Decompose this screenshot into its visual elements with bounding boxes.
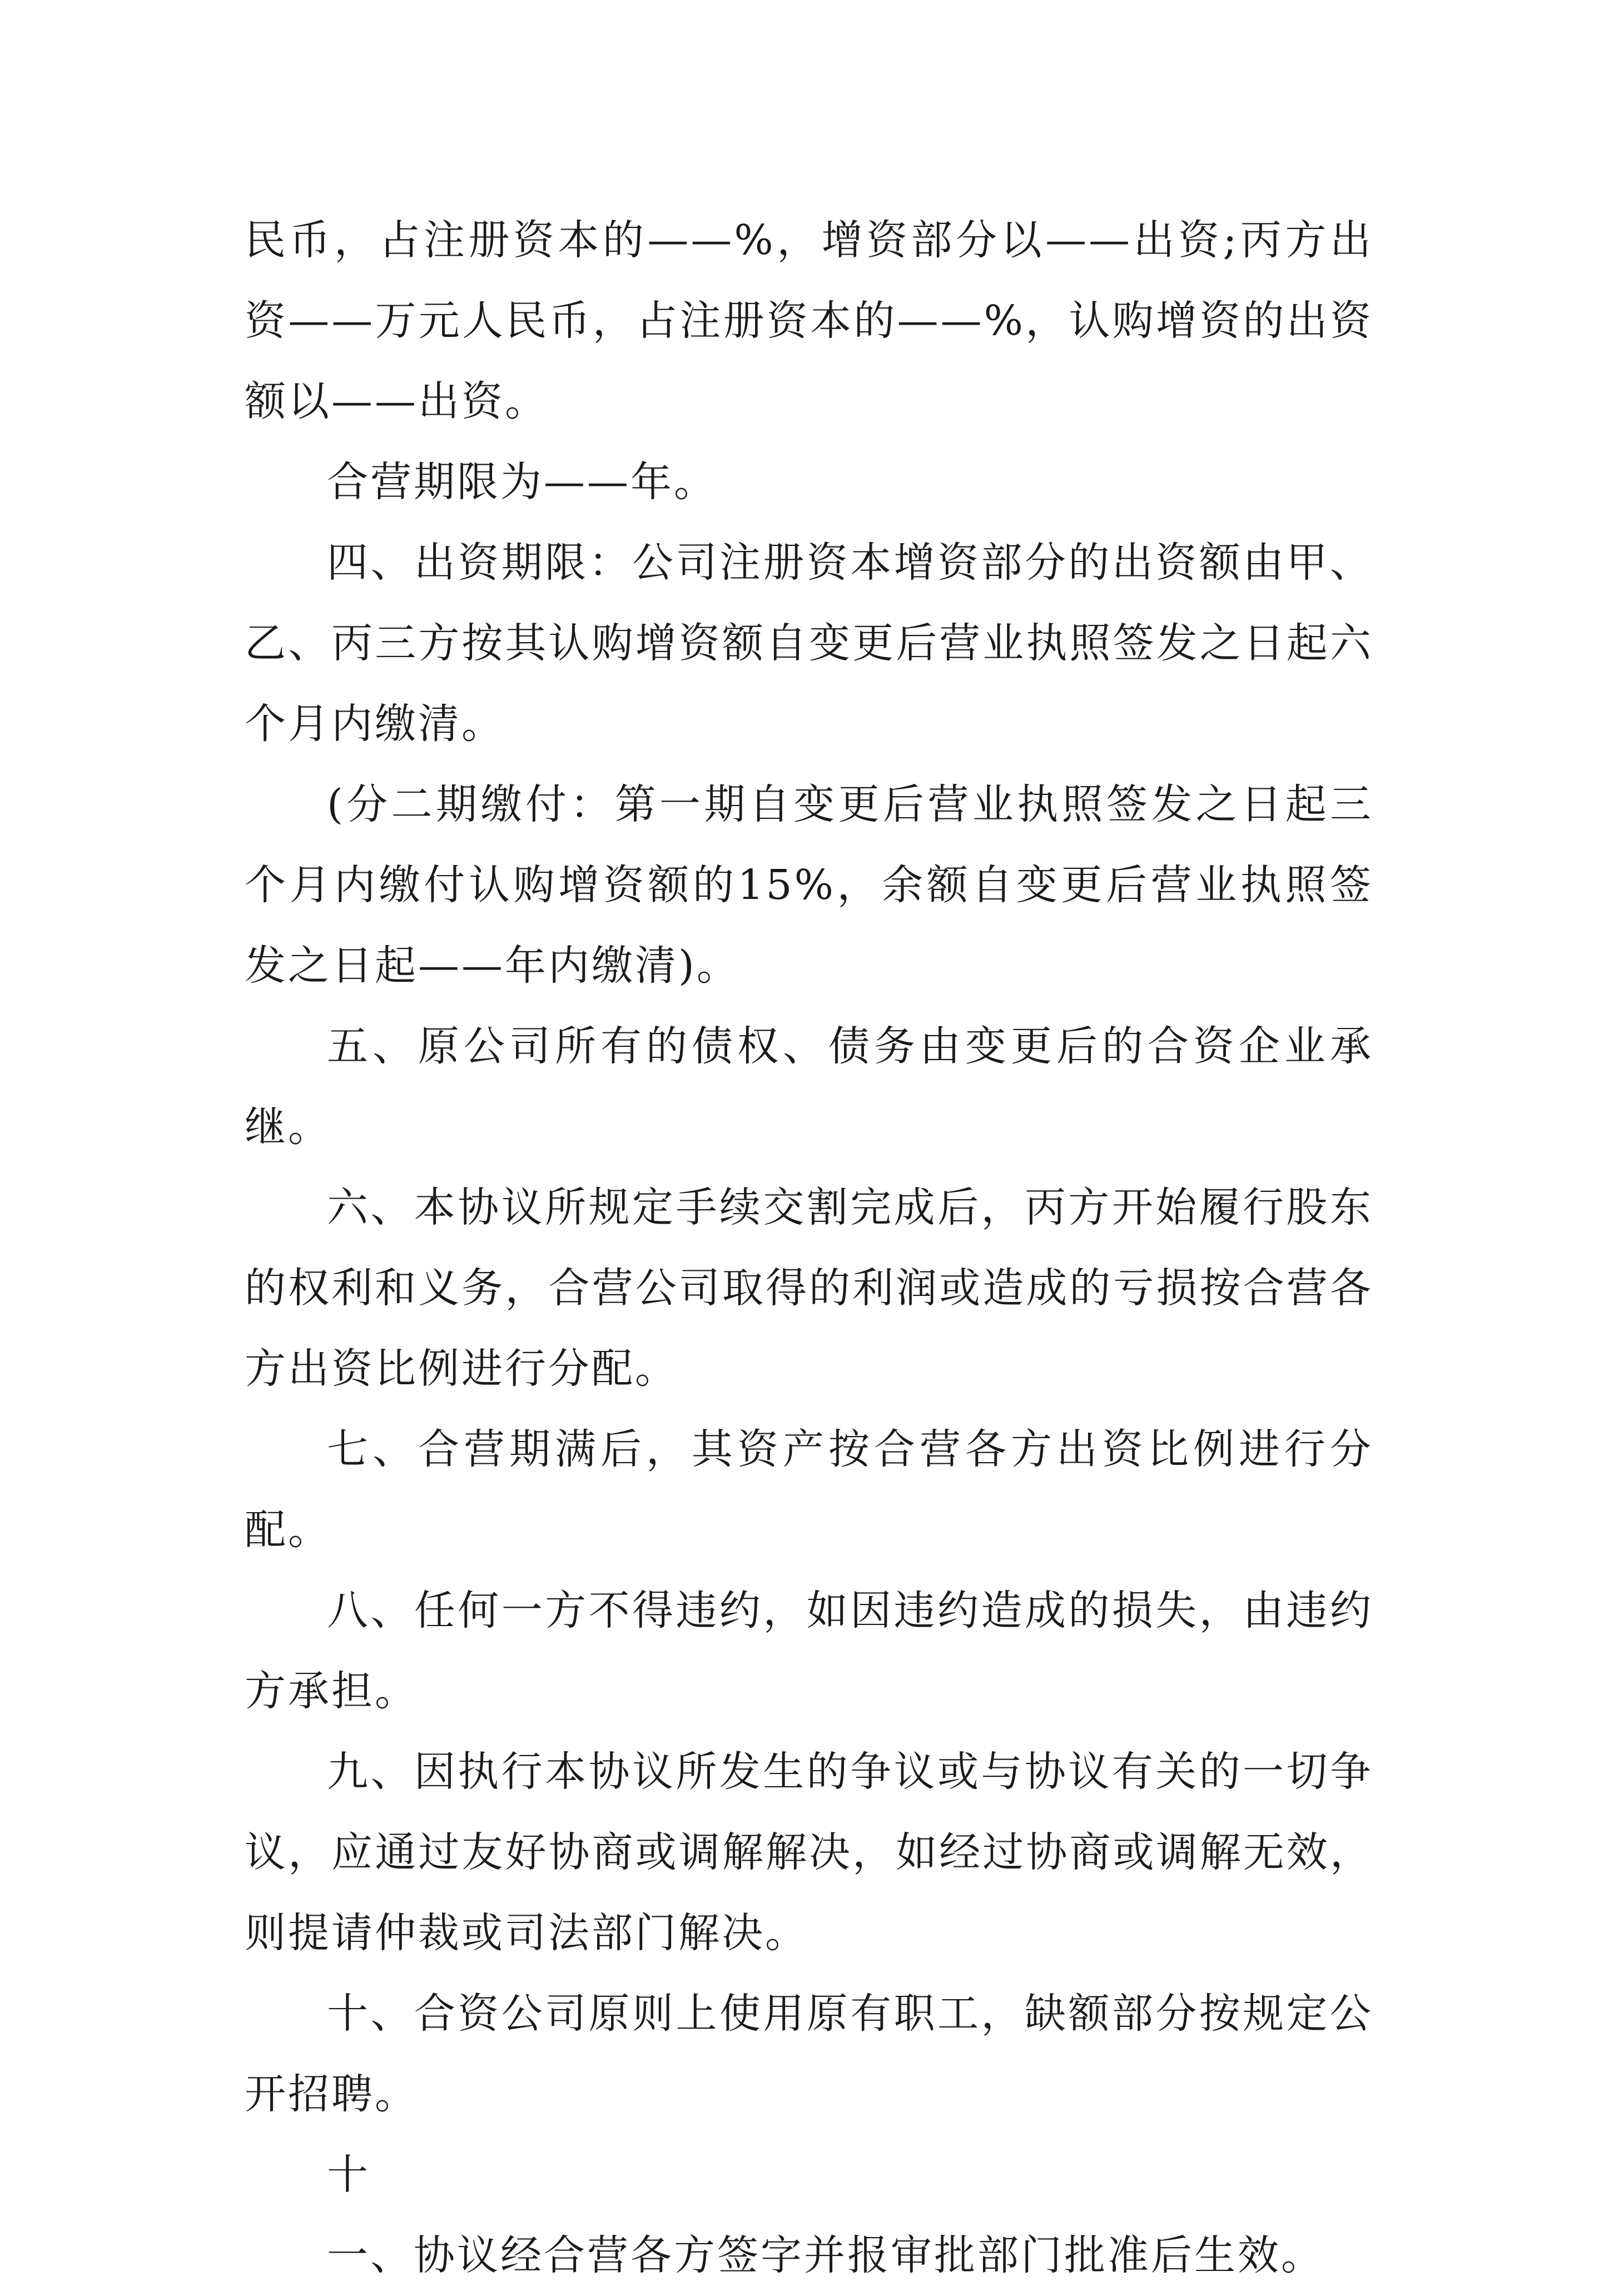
paragraph-clause-11-effectiveness: 一、协议经合营各方签字并报审批部门批准后生效。 xyxy=(327,2232,1324,2279)
paragraph-capital-contribution: 民币，占注册资本的——%，增资部分以——出资;丙方出资——万元人民币，占注册资本的——%，认购增资的出资额以——出资。 xyxy=(245,216,1373,425)
paragraph-clause-7-asset-distribution: 七、合营期满后，其资产按合营各方出资比例进行分配。 xyxy=(245,1425,1373,1554)
paragraph-clause-9-disputes: 九、因执行本协议所发生的争议或与协议有关的一切争议，应通过友好协商或调解解决，如经过协商或调解无效，则提请仲裁或司法部门解决。 xyxy=(245,1748,1373,1957)
paragraph-clause-11-number: 十 xyxy=(327,2151,370,2199)
paragraph-clause-5-debts: 五、原公司所有的债权、债务由变更后的合资企业承继。 xyxy=(245,1022,1373,1151)
paragraph-joint-venture-term: 合营期限为——年。 xyxy=(327,458,717,506)
paragraph-installment-note: (分二期缴付：第一期自变更后营业执照签发之日起三个月内缴付认购增资额的15%，余额自变更后营业执照签发之日起——年内缴清)。 xyxy=(245,781,1373,990)
paragraph-clause-6-shareholder-rights: 六、本协议所规定手续交割完成后，丙方开始履行股东的权利和义务，合营公司取得的利润或造成的亏损按合营各方出资比例进行分配。 xyxy=(245,1184,1373,1393)
document-body xyxy=(245,200,1373,2296)
paragraph-clause-8-breach: 八、任何一方不得违约，如因违约造成的损失，由违约方承担。 xyxy=(245,1587,1373,1715)
paragraph-clause-10-staffing: 十、合资公司原则上使用原有职工，缺额部分按规定公开招聘。 xyxy=(245,1990,1373,2118)
paragraph-clause-4-contribution-deadline: 四、出资期限：公司注册资本增资部分的出资额由甲、乙、丙三方按其认购增资额自变更后营业执照签发之日起六个月内缴清。 xyxy=(245,539,1373,748)
